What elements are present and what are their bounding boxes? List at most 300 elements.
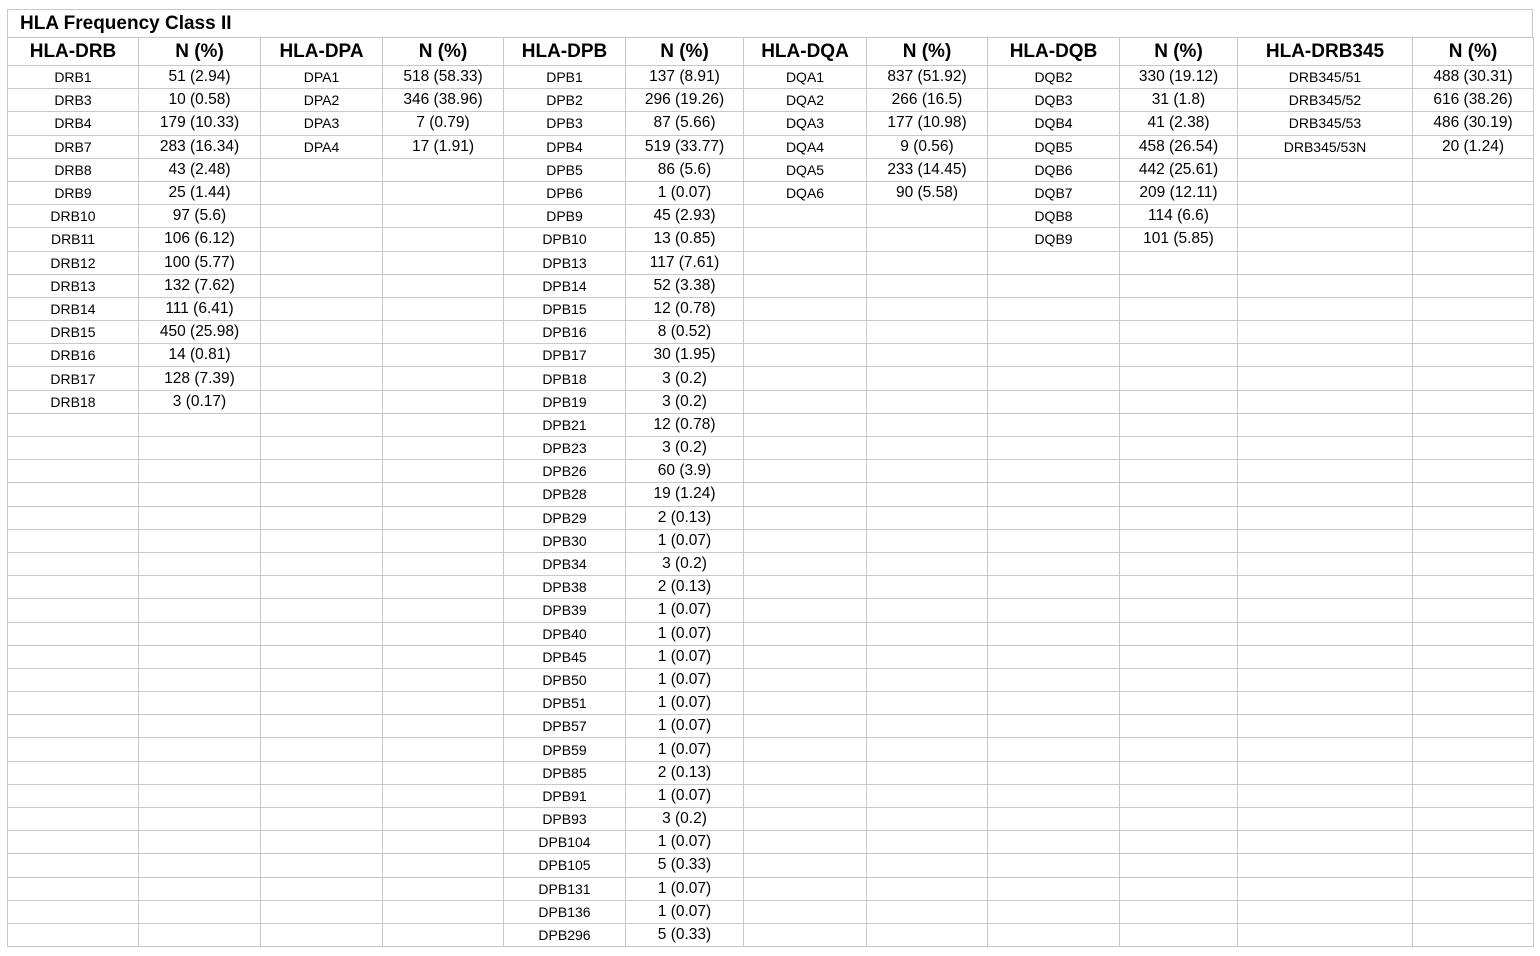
- count-cell[interactable]: 90 (5.58): [867, 181, 988, 204]
- empty-cell[interactable]: [261, 854, 383, 877]
- empty-cell[interactable]: [8, 552, 139, 575]
- empty-cell[interactable]: [744, 529, 867, 552]
- empty-cell[interactable]: [867, 784, 988, 807]
- empty-cell[interactable]: [8, 599, 139, 622]
- count-cell[interactable]: 2 (0.13): [626, 506, 744, 529]
- empty-cell[interactable]: [867, 599, 988, 622]
- empty-cell[interactable]: [383, 622, 504, 645]
- empty-cell[interactable]: [988, 784, 1120, 807]
- empty-cell[interactable]: [1413, 599, 1534, 622]
- column-header-count[interactable]: N (%): [139, 38, 261, 66]
- count-cell[interactable]: 1 (0.07): [626, 622, 744, 645]
- empty-cell[interactable]: [8, 576, 139, 599]
- empty-cell[interactable]: [8, 738, 139, 761]
- empty-cell[interactable]: [1238, 761, 1413, 784]
- empty-cell[interactable]: [988, 877, 1120, 900]
- empty-cell[interactable]: [1120, 483, 1238, 506]
- empty-cell[interactable]: [867, 437, 988, 460]
- empty-cell[interactable]: [1238, 297, 1413, 320]
- empty-cell[interactable]: [1238, 483, 1413, 506]
- empty-cell[interactable]: [988, 715, 1120, 738]
- allele-cell[interactable]: DQB4: [988, 112, 1120, 135]
- column-header-allele[interactable]: HLA-DPB: [504, 38, 626, 66]
- allele-cell[interactable]: DPA1: [261, 66, 383, 89]
- empty-cell[interactable]: [744, 367, 867, 390]
- empty-cell[interactable]: [744, 344, 867, 367]
- count-cell[interactable]: 3 (0.2): [626, 552, 744, 575]
- empty-cell[interactable]: [383, 483, 504, 506]
- allele-cell[interactable]: DQB7: [988, 181, 1120, 204]
- empty-cell[interactable]: [1413, 831, 1534, 854]
- empty-cell[interactable]: [383, 900, 504, 923]
- empty-cell[interactable]: [867, 877, 988, 900]
- count-cell[interactable]: 209 (12.11): [1120, 181, 1238, 204]
- empty-cell[interactable]: [988, 390, 1120, 413]
- empty-cell[interactable]: [867, 390, 988, 413]
- empty-cell[interactable]: [1120, 900, 1238, 923]
- allele-cell[interactable]: DRB15: [8, 321, 139, 344]
- empty-cell[interactable]: [1238, 645, 1413, 668]
- empty-cell[interactable]: [988, 506, 1120, 529]
- count-cell[interactable]: 1 (0.07): [626, 831, 744, 854]
- allele-cell[interactable]: DPB29: [504, 506, 626, 529]
- empty-cell[interactable]: [1413, 715, 1534, 738]
- count-cell[interactable]: 837 (51.92): [867, 66, 988, 89]
- count-cell[interactable]: 12 (0.78): [626, 297, 744, 320]
- count-cell[interactable]: 1 (0.07): [626, 529, 744, 552]
- empty-cell[interactable]: [383, 831, 504, 854]
- empty-cell[interactable]: [1238, 854, 1413, 877]
- empty-cell[interactable]: [867, 321, 988, 344]
- count-cell[interactable]: 111 (6.41): [139, 297, 261, 320]
- count-cell[interactable]: 86 (5.6): [626, 158, 744, 181]
- empty-cell[interactable]: [1238, 808, 1413, 831]
- allele-cell[interactable]: DPA3: [261, 112, 383, 135]
- empty-cell[interactable]: [8, 483, 139, 506]
- empty-cell[interactable]: [988, 367, 1120, 390]
- column-header-count[interactable]: N (%): [867, 38, 988, 66]
- empty-cell[interactable]: [1120, 506, 1238, 529]
- count-cell[interactable]: 1 (0.07): [626, 715, 744, 738]
- empty-cell[interactable]: [383, 552, 504, 575]
- count-cell[interactable]: 100 (5.77): [139, 251, 261, 274]
- empty-cell[interactable]: [744, 437, 867, 460]
- empty-cell[interactable]: [8, 923, 139, 946]
- empty-cell[interactable]: [139, 506, 261, 529]
- empty-cell[interactable]: [1238, 923, 1413, 946]
- empty-cell[interactable]: [139, 552, 261, 575]
- allele-cell[interactable]: DPB104: [504, 831, 626, 854]
- empty-cell[interactable]: [8, 413, 139, 436]
- allele-cell[interactable]: DRB14: [8, 297, 139, 320]
- empty-cell[interactable]: [139, 529, 261, 552]
- empty-cell[interactable]: [261, 552, 383, 575]
- count-cell[interactable]: 2 (0.13): [626, 576, 744, 599]
- empty-cell[interactable]: [383, 413, 504, 436]
- empty-cell[interactable]: [1120, 460, 1238, 483]
- allele-cell[interactable]: DPB45: [504, 645, 626, 668]
- empty-cell[interactable]: [383, 251, 504, 274]
- empty-cell[interactable]: [988, 321, 1120, 344]
- column-header-allele[interactable]: HLA-DQA: [744, 38, 867, 66]
- empty-cell[interactable]: [261, 483, 383, 506]
- empty-cell[interactable]: [139, 692, 261, 715]
- allele-cell[interactable]: DRB345/51: [1238, 66, 1413, 89]
- allele-cell[interactable]: DQB9: [988, 228, 1120, 251]
- empty-cell[interactable]: [744, 576, 867, 599]
- empty-cell[interactable]: [867, 228, 988, 251]
- allele-cell[interactable]: DQA6: [744, 181, 867, 204]
- empty-cell[interactable]: [867, 274, 988, 297]
- empty-cell[interactable]: [988, 831, 1120, 854]
- count-cell[interactable]: 43 (2.48): [139, 158, 261, 181]
- empty-cell[interactable]: [1120, 622, 1238, 645]
- empty-cell[interactable]: [1413, 506, 1534, 529]
- empty-cell[interactable]: [8, 715, 139, 738]
- empty-cell[interactable]: [1413, 321, 1534, 344]
- empty-cell[interactable]: [1413, 274, 1534, 297]
- empty-cell[interactable]: [744, 274, 867, 297]
- empty-cell[interactable]: [383, 576, 504, 599]
- empty-cell[interactable]: [988, 599, 1120, 622]
- empty-cell[interactable]: [139, 738, 261, 761]
- empty-cell[interactable]: [139, 483, 261, 506]
- allele-cell[interactable]: DPB38: [504, 576, 626, 599]
- allele-cell[interactable]: DPA2: [261, 89, 383, 112]
- empty-cell[interactable]: [1238, 460, 1413, 483]
- empty-cell[interactable]: [1413, 738, 1534, 761]
- empty-cell[interactable]: [383, 529, 504, 552]
- empty-cell[interactable]: [1120, 854, 1238, 877]
- count-cell[interactable]: 179 (10.33): [139, 112, 261, 135]
- empty-cell[interactable]: [383, 460, 504, 483]
- empty-cell[interactable]: [867, 367, 988, 390]
- count-cell[interactable]: 132 (7.62): [139, 274, 261, 297]
- empty-cell[interactable]: [744, 297, 867, 320]
- empty-cell[interactable]: [139, 437, 261, 460]
- empty-cell[interactable]: [1238, 715, 1413, 738]
- empty-cell[interactable]: [8, 761, 139, 784]
- empty-cell[interactable]: [383, 228, 504, 251]
- empty-cell[interactable]: [744, 321, 867, 344]
- empty-cell[interactable]: [139, 622, 261, 645]
- empty-cell[interactable]: [261, 784, 383, 807]
- allele-cell[interactable]: DPB17: [504, 344, 626, 367]
- empty-cell[interactable]: [1120, 923, 1238, 946]
- empty-cell[interactable]: [383, 877, 504, 900]
- empty-cell[interactable]: [1120, 877, 1238, 900]
- empty-cell[interactable]: [1413, 344, 1534, 367]
- empty-cell[interactable]: [988, 761, 1120, 784]
- count-cell[interactable]: 5 (0.33): [626, 923, 744, 946]
- count-cell[interactable]: 1 (0.07): [626, 645, 744, 668]
- count-cell[interactable]: 486 (30.19): [1413, 112, 1534, 135]
- empty-cell[interactable]: [867, 808, 988, 831]
- empty-cell[interactable]: [867, 205, 988, 228]
- empty-cell[interactable]: [261, 645, 383, 668]
- empty-cell[interactable]: [1238, 784, 1413, 807]
- column-header-count[interactable]: N (%): [383, 38, 504, 66]
- empty-cell[interactable]: [744, 668, 867, 691]
- empty-cell[interactable]: [1120, 761, 1238, 784]
- allele-cell[interactable]: DPB26: [504, 460, 626, 483]
- allele-cell[interactable]: DQB5: [988, 135, 1120, 158]
- empty-cell[interactable]: [1238, 367, 1413, 390]
- allele-cell[interactable]: DPB13: [504, 251, 626, 274]
- empty-cell[interactable]: [1120, 437, 1238, 460]
- empty-cell[interactable]: [139, 668, 261, 691]
- allele-cell[interactable]: DQA3: [744, 112, 867, 135]
- empty-cell[interactable]: [1413, 205, 1534, 228]
- empty-cell[interactable]: [988, 923, 1120, 946]
- count-cell[interactable]: 1 (0.07): [626, 668, 744, 691]
- empty-cell[interactable]: [1413, 576, 1534, 599]
- allele-cell[interactable]: DQA1: [744, 66, 867, 89]
- allele-cell[interactable]: DPB9: [504, 205, 626, 228]
- count-cell[interactable]: 25 (1.44): [139, 181, 261, 204]
- empty-cell[interactable]: [867, 854, 988, 877]
- count-cell[interactable]: 296 (19.26): [626, 89, 744, 112]
- empty-cell[interactable]: [744, 715, 867, 738]
- count-cell[interactable]: 51 (2.94): [139, 66, 261, 89]
- empty-cell[interactable]: [383, 205, 504, 228]
- empty-cell[interactable]: [867, 761, 988, 784]
- empty-cell[interactable]: [8, 645, 139, 668]
- empty-cell[interactable]: [744, 923, 867, 946]
- count-cell[interactable]: 1 (0.07): [626, 181, 744, 204]
- allele-cell[interactable]: DPB51: [504, 692, 626, 715]
- empty-cell[interactable]: [1120, 784, 1238, 807]
- empty-cell[interactable]: [8, 831, 139, 854]
- empty-cell[interactable]: [261, 808, 383, 831]
- empty-cell[interactable]: [1413, 228, 1534, 251]
- empty-cell[interactable]: [139, 413, 261, 436]
- empty-cell[interactable]: [261, 831, 383, 854]
- empty-cell[interactable]: [383, 506, 504, 529]
- count-cell[interactable]: 283 (16.34): [139, 135, 261, 158]
- empty-cell[interactable]: [139, 784, 261, 807]
- empty-cell[interactable]: [988, 437, 1120, 460]
- column-header-count[interactable]: N (%): [1120, 38, 1238, 66]
- empty-cell[interactable]: [1120, 552, 1238, 575]
- empty-cell[interactable]: [139, 900, 261, 923]
- empty-cell[interactable]: [988, 692, 1120, 715]
- empty-cell[interactable]: [1413, 900, 1534, 923]
- allele-cell[interactable]: DRB11: [8, 228, 139, 251]
- allele-cell[interactable]: DRB4: [8, 112, 139, 135]
- allele-cell[interactable]: DPB40: [504, 622, 626, 645]
- empty-cell[interactable]: [1413, 645, 1534, 668]
- empty-cell[interactable]: [867, 413, 988, 436]
- empty-cell[interactable]: [1238, 529, 1413, 552]
- empty-cell[interactable]: [988, 483, 1120, 506]
- empty-cell[interactable]: [1413, 437, 1534, 460]
- allele-cell[interactable]: DPB50: [504, 668, 626, 691]
- empty-cell[interactable]: [744, 205, 867, 228]
- empty-cell[interactable]: [1238, 552, 1413, 575]
- empty-cell[interactable]: [867, 923, 988, 946]
- empty-cell[interactable]: [261, 390, 383, 413]
- empty-cell[interactable]: [383, 390, 504, 413]
- allele-cell[interactable]: DPB2: [504, 89, 626, 112]
- empty-cell[interactable]: [1238, 831, 1413, 854]
- table-title[interactable]: HLA Frequency Class II: [7, 9, 1533, 37]
- count-cell[interactable]: 3 (0.2): [626, 808, 744, 831]
- empty-cell[interactable]: [744, 808, 867, 831]
- allele-cell[interactable]: DPB19: [504, 390, 626, 413]
- empty-cell[interactable]: [1238, 877, 1413, 900]
- count-cell[interactable]: 12 (0.78): [626, 413, 744, 436]
- empty-cell[interactable]: [1413, 692, 1534, 715]
- empty-cell[interactable]: [1120, 692, 1238, 715]
- count-cell[interactable]: 3 (0.2): [626, 437, 744, 460]
- empty-cell[interactable]: [8, 854, 139, 877]
- empty-cell[interactable]: [1120, 738, 1238, 761]
- empty-cell[interactable]: [867, 645, 988, 668]
- empty-cell[interactable]: [867, 552, 988, 575]
- allele-cell[interactable]: DPB18: [504, 367, 626, 390]
- allele-cell[interactable]: DRB9: [8, 181, 139, 204]
- empty-cell[interactable]: [139, 599, 261, 622]
- allele-cell[interactable]: DPB21: [504, 413, 626, 436]
- empty-cell[interactable]: [139, 808, 261, 831]
- empty-cell[interactable]: [1238, 228, 1413, 251]
- empty-cell[interactable]: [383, 715, 504, 738]
- allele-cell[interactable]: DPB10: [504, 228, 626, 251]
- empty-cell[interactable]: [261, 900, 383, 923]
- empty-cell[interactable]: [988, 900, 1120, 923]
- count-cell[interactable]: 346 (38.96): [383, 89, 504, 112]
- empty-cell[interactable]: [867, 738, 988, 761]
- count-cell[interactable]: 1 (0.07): [626, 738, 744, 761]
- count-cell[interactable]: 330 (19.12): [1120, 66, 1238, 89]
- allele-cell[interactable]: DPB34: [504, 552, 626, 575]
- allele-cell[interactable]: DPB28: [504, 483, 626, 506]
- empty-cell[interactable]: [744, 761, 867, 784]
- allele-cell[interactable]: DQB6: [988, 158, 1120, 181]
- allele-cell[interactable]: DPB5: [504, 158, 626, 181]
- empty-cell[interactable]: [1238, 321, 1413, 344]
- empty-cell[interactable]: [1238, 900, 1413, 923]
- allele-cell[interactable]: DPB39: [504, 599, 626, 622]
- empty-cell[interactable]: [867, 900, 988, 923]
- empty-cell[interactable]: [261, 344, 383, 367]
- count-cell[interactable]: 442 (25.61): [1120, 158, 1238, 181]
- count-cell[interactable]: 2 (0.13): [626, 761, 744, 784]
- empty-cell[interactable]: [744, 483, 867, 506]
- count-cell[interactable]: 10 (0.58): [139, 89, 261, 112]
- column-header-count[interactable]: N (%): [626, 38, 744, 66]
- empty-cell[interactable]: [744, 390, 867, 413]
- empty-cell[interactable]: [1413, 367, 1534, 390]
- column-header-allele[interactable]: HLA-DRB: [8, 38, 139, 66]
- allele-cell[interactable]: DRB345/53N: [1238, 135, 1413, 158]
- allele-cell[interactable]: DRB13: [8, 274, 139, 297]
- empty-cell[interactable]: [383, 181, 504, 204]
- empty-cell[interactable]: [1238, 274, 1413, 297]
- count-cell[interactable]: 87 (5.66): [626, 112, 744, 135]
- count-cell[interactable]: 1 (0.07): [626, 900, 744, 923]
- empty-cell[interactable]: [383, 923, 504, 946]
- empty-cell[interactable]: [1120, 274, 1238, 297]
- empty-cell[interactable]: [988, 413, 1120, 436]
- empty-cell[interactable]: [1413, 460, 1534, 483]
- count-cell[interactable]: 19 (1.24): [626, 483, 744, 506]
- empty-cell[interactable]: [1413, 297, 1534, 320]
- empty-cell[interactable]: [1120, 390, 1238, 413]
- count-cell[interactable]: 7 (0.79): [383, 112, 504, 135]
- count-cell[interactable]: 5 (0.33): [626, 854, 744, 877]
- empty-cell[interactable]: [1413, 622, 1534, 645]
- empty-cell[interactable]: [988, 854, 1120, 877]
- empty-cell[interactable]: [8, 784, 139, 807]
- count-cell[interactable]: 1 (0.07): [626, 692, 744, 715]
- empty-cell[interactable]: [261, 297, 383, 320]
- column-header-allele[interactable]: HLA-DQB: [988, 38, 1120, 66]
- allele-cell[interactable]: DPB131: [504, 877, 626, 900]
- empty-cell[interactable]: [8, 668, 139, 691]
- allele-cell[interactable]: DPB91: [504, 784, 626, 807]
- empty-cell[interactable]: [744, 831, 867, 854]
- empty-cell[interactable]: [1413, 668, 1534, 691]
- empty-cell[interactable]: [8, 900, 139, 923]
- empty-cell[interactable]: [1238, 158, 1413, 181]
- empty-cell[interactable]: [383, 668, 504, 691]
- empty-cell[interactable]: [1238, 390, 1413, 413]
- allele-cell[interactable]: DRB10: [8, 205, 139, 228]
- empty-cell[interactable]: [383, 854, 504, 877]
- empty-cell[interactable]: [261, 158, 383, 181]
- count-cell[interactable]: 488 (30.31): [1413, 66, 1534, 89]
- empty-cell[interactable]: [1120, 668, 1238, 691]
- allele-cell[interactable]: DQB8: [988, 205, 1120, 228]
- empty-cell[interactable]: [744, 251, 867, 274]
- empty-cell[interactable]: [139, 877, 261, 900]
- count-cell[interactable]: 97 (5.6): [139, 205, 261, 228]
- allele-cell[interactable]: DRB16: [8, 344, 139, 367]
- allele-cell[interactable]: DPB136: [504, 900, 626, 923]
- empty-cell[interactable]: [261, 274, 383, 297]
- count-cell[interactable]: 114 (6.6): [1120, 205, 1238, 228]
- allele-cell[interactable]: DPB57: [504, 715, 626, 738]
- allele-cell[interactable]: DPA4: [261, 135, 383, 158]
- empty-cell[interactable]: [1413, 390, 1534, 413]
- empty-cell[interactable]: [744, 784, 867, 807]
- allele-cell[interactable]: DPB23: [504, 437, 626, 460]
- allele-cell[interactable]: DQB2: [988, 66, 1120, 89]
- count-cell[interactable]: 233 (14.45): [867, 158, 988, 181]
- count-cell[interactable]: 3 (0.2): [626, 390, 744, 413]
- count-cell[interactable]: 3 (0.17): [139, 390, 261, 413]
- empty-cell[interactable]: [261, 877, 383, 900]
- allele-cell[interactable]: DRB3: [8, 89, 139, 112]
- empty-cell[interactable]: [1413, 552, 1534, 575]
- count-cell[interactable]: 106 (6.12): [139, 228, 261, 251]
- empty-cell[interactable]: [988, 297, 1120, 320]
- count-cell[interactable]: 41 (2.38): [1120, 112, 1238, 135]
- empty-cell[interactable]: [1413, 877, 1534, 900]
- count-cell[interactable]: 458 (26.54): [1120, 135, 1238, 158]
- empty-cell[interactable]: [744, 552, 867, 575]
- empty-cell[interactable]: [744, 228, 867, 251]
- empty-cell[interactable]: [261, 181, 383, 204]
- empty-cell[interactable]: [1120, 645, 1238, 668]
- allele-cell[interactable]: DPB85: [504, 761, 626, 784]
- allele-cell[interactable]: DPB16: [504, 321, 626, 344]
- empty-cell[interactable]: [1120, 599, 1238, 622]
- allele-cell[interactable]: DQA4: [744, 135, 867, 158]
- empty-cell[interactable]: [139, 460, 261, 483]
